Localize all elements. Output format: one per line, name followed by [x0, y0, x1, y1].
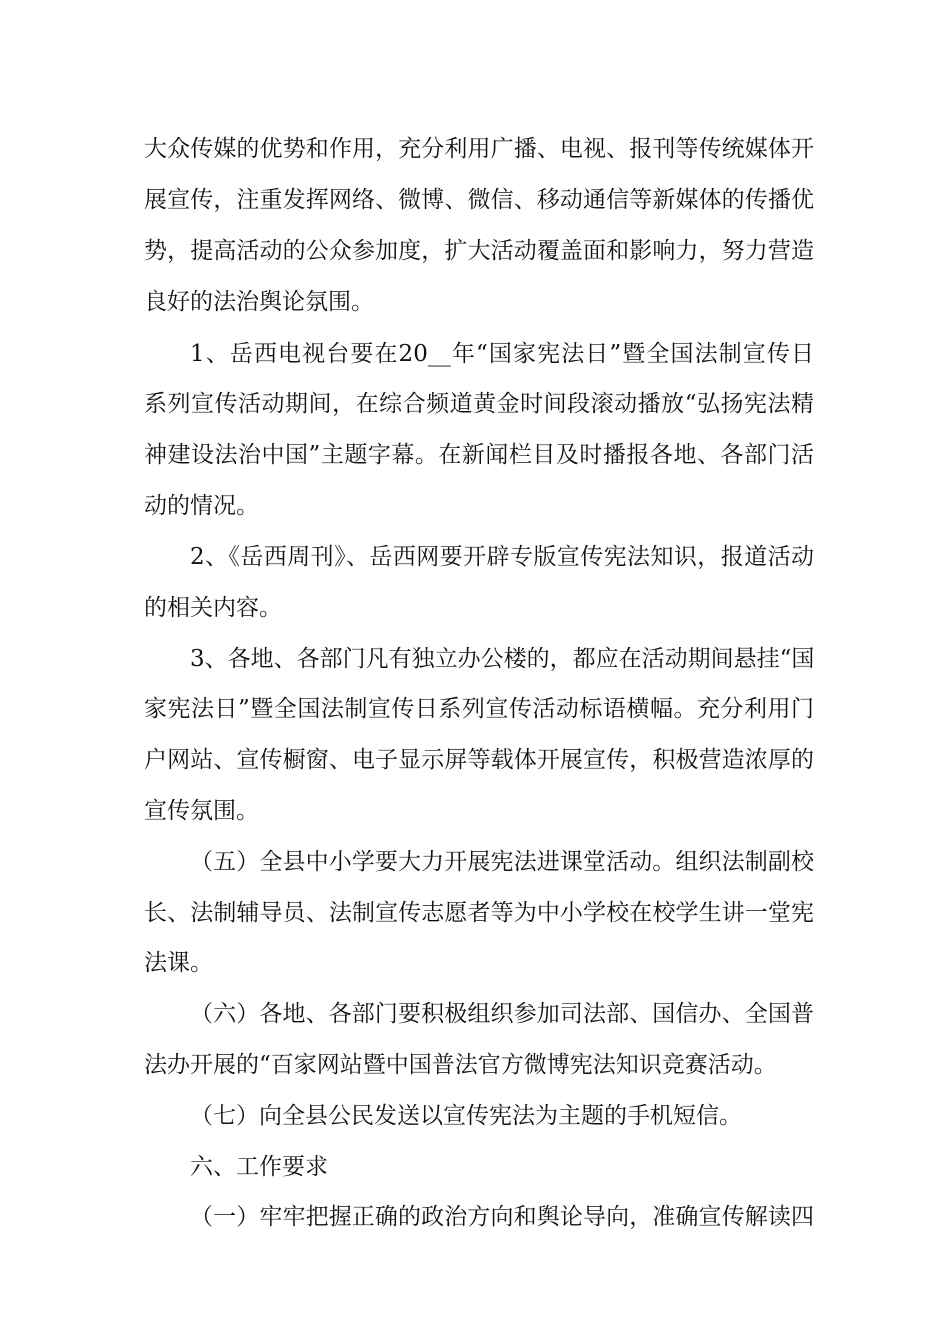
- paragraph-line: 1、岳西电视台要在20__年“国家宪法日”暨全国法制宣传日: [190, 341, 814, 367]
- paragraph-line: 法课。: [144, 950, 213, 976]
- paragraph-line: 的相关内容。: [144, 595, 282, 621]
- paragraph-line: （五）全县中小学要大力开展宪法进课堂活动。组织法制副校: [190, 849, 814, 875]
- paragraph-line: 势，提高活动的公众参加度，扩大活动覆盖面和影响力，努力营造: [144, 238, 814, 264]
- paragraph-line: 3、各地、各部门凡有独立办公楼的，都应在活动期间悬挂“国: [190, 646, 814, 672]
- section-heading: 六、工作要求: [190, 1154, 328, 1180]
- paragraph-line: 法办开展的“百家网站暨中国普法官方微博宪法知识竞赛活动。: [144, 1052, 777, 1078]
- paragraph-line: （七）向全县公民发送以宣传宪法为主题的手机短信。: [190, 1103, 742, 1129]
- paragraph-line: 户网站、宣传橱窗、电子显示屏等载体开展宣传，积极营造浓厚的: [144, 747, 814, 773]
- paragraph-line: （六）各地、各部门要积极组织参加司法部、国信办、全国普: [190, 1001, 814, 1027]
- paragraph-line: 神建设法治中国”主题字幕。在新闻栏目及时播报各地、各部门活: [144, 442, 814, 468]
- paragraph-line: 家宪法日”暨全国法制宣传日系列宣传活动标语横幅。充分利用门: [144, 696, 814, 722]
- paragraph-line: （一）牢牢把握正确的政治方向和舆论导向，准确宣传解读四: [190, 1204, 814, 1230]
- paragraph-line: 大众传媒的优势和作用，充分利用广播、电视、报刊等传统媒体开: [144, 136, 814, 162]
- paragraph-line: 宣传氛围。: [144, 798, 259, 824]
- paragraph-line: 长、法制辅导员、法制宣传志愿者等为中小学校在校学生讲一堂宪: [144, 900, 814, 926]
- paragraph-line: 良好的法治舆论氛围。: [144, 289, 374, 315]
- paragraph-line: 展宣传，注重发挥网络、微博、微信、移动通信等新媒体的传播优: [144, 187, 814, 213]
- paragraph-line: 系列宣传活动期间，在综合频道黄金时间段滚动播放“弘扬宪法精: [144, 391, 814, 417]
- paragraph-line: 2、《岳西周刊》、岳西网要开辟专版宣传宪法知识，报道活动: [190, 544, 814, 570]
- paragraph-line: 动的情况。: [144, 493, 259, 519]
